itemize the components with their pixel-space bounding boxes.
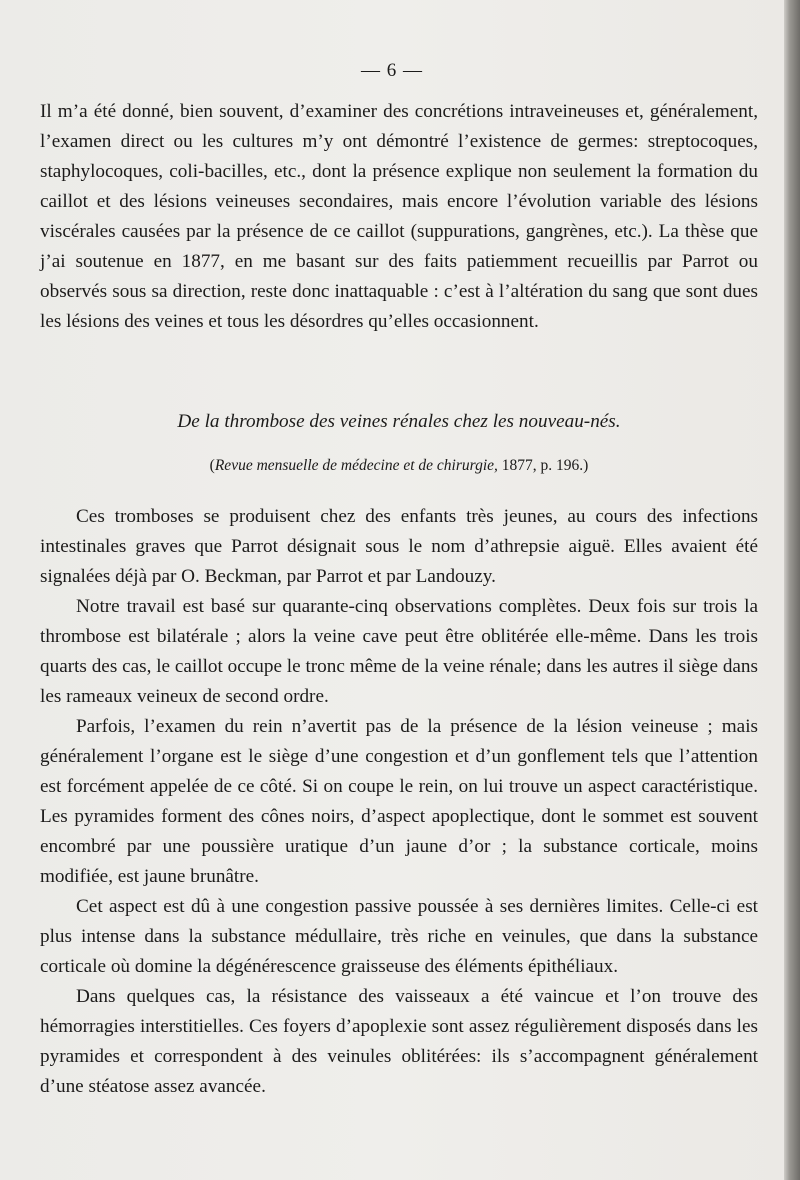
body-paragraph: Notre travail est basé sur quarante-cinq observations complètes. Deux fois sur trois la thrombose est bilatérale ; alors la veine cave peut être oblitérée elle-même. Dans les trois quarts des cas, le caillot occupe le tronc même de la veine rénale; dans les autres il siège dans les rameaux veineux de second ordre. — [40, 596, 758, 707]
intro-paragraph: Il m’a été donné, bien souvent, d’examiner des concrétions intraveineuses et, généralement, l’examen direct ou les cultures m’y ont démontré l’existence de germes: streptocoques, staphylocoques, coli-bacilles, etc., dont la présence explique non seulement la formation du caillot et des lésions veineuses secondaires, mais encore l’évolution variable des lésions viscérales causées par la présence de ce caillot (suppurations, gangrènes, etc.). La thèse que j’ai soutenue en 1877, en me basant sur des faits patiemment recueillis par Parrot ou observés sous sa direction, reste donc inattaquable : c’est à l’altération du sang que sont dues les lésions des veines et tous les désordres qu’elles occasionnent. — [40, 101, 758, 332]
section-citation — [40, 457, 758, 475]
page-binding-edge — [784, 0, 800, 1180]
body-paragraph: Parfois, l’examen du rein n’avertit pas de la présence de la lésion veineuse ; mais généralement l’organe est le siège d’une congestion et d’un gonflement tels que l’attention est forcément appelée de ce côté. Si on coupe le rein, on lui trouve un aspect caractéristique. Les pyramides forment des cônes noirs, d’aspect apoplectique, dont le sommet est souvent encombré par une poussière uratique d’un jaune d’or ; la substance corticale, moins modifiée, est jaune brunâtre. — [40, 716, 758, 887]
body-paragraph: Ces tromboses se produisent chez des enfants très jeunes, au cours des infections intestinales graves que Parrot désignait sous le nom d’athrepsie aiguë. Elles avaient été signalées déjà par O. Beckman, par Parrot et par Landouzy. — [40, 506, 758, 587]
citation-journal: Revue mensuelle de médecine et de chirurgie, — [214, 457, 498, 474]
section-title: De la thrombose des veines rénales chez les nouveau-nés. — [177, 411, 621, 432]
citation-details: 1877, p. 196.) — [497, 457, 589, 474]
body-paragraph: Dans quelques cas, la résistance des vaisseaux a été vaincue et l’on trouve des hémorragies interstitielles. Ces foyers d’apoplexie sont assez régulièrement disposés dans les pyramides et correspondent à des veinules oblitérées: ils s’accompagnent généralement d’une stéatose assez avancée. — [40, 986, 758, 1097]
citation-open: ( — [209, 457, 215, 474]
section-body — [40, 502, 758, 1102]
page-number: — 6 — — [361, 60, 423, 81]
body-paragraph: Cet aspect est dû à une congestion passive poussée à ses dernières limites. Celle-ci est plus intense dans la substance médullaire, très riche en veinules, que dans la substance corticale où domine la dégénérescence graisseuse des éléments épithéliaux. — [40, 896, 758, 977]
intro-paragraph-block — [40, 97, 758, 337]
